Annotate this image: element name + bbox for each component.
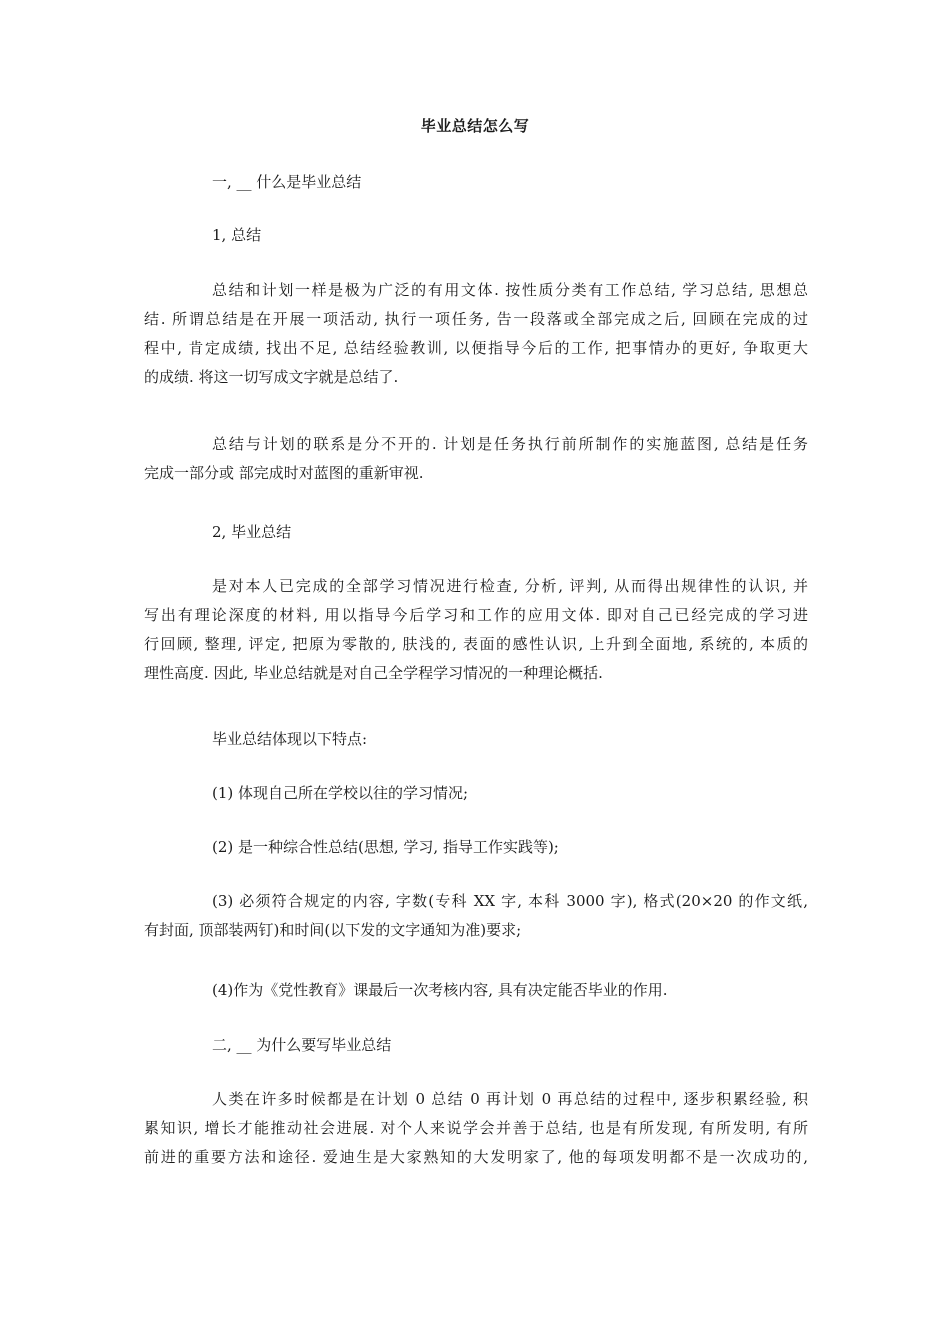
paragraph-line: 完成一部分或 部完成时对蓝图的重新审视. [144,464,424,482]
paragraph-summary-plan-relation [144,430,808,488]
paragraph-line: 程中, 肯定成绩, 找出不足, 总结经验教训, 以便指导今后的工作, 把事情办的更好, 争取更大 [144,339,808,357]
paragraph-line: 写出有理论深度的材料, 用以指导今后学习和工作的应用文体. 即对自己已经完成的学习进 [144,606,808,624]
section-heading-1: 一, __ 什么是毕业总结 [212,173,362,191]
feature-item-4: (4)作为《党性教育》课最后一次考核内容, 具有决定能否毕业的作用. [212,981,668,999]
features-intro: 毕业总结体现以下特点: [212,730,368,748]
paragraph-summary-definition [144,276,808,392]
paragraph-line: 是对本人已完成的全部学习情况进行检查, 分析, 评判, 从而得出规律性的认识, 并 [212,577,808,595]
feature-item-2: (2) 是一种综合性总结(思想, 学习, 指导工作实践等); [212,838,559,856]
paragraph-graduation-summary [144,572,808,688]
subsection-heading-2: 2, 毕业总结 [212,523,292,541]
paragraph-line: 人类在许多时候都是在计划 0 总结 0 再计划 0 再总结的过程中, 逐步积累经验, 积 [212,1090,808,1108]
paragraph-line: (3) 必须符合规定的内容, 字数(专科 XX 字, 本科 3000 字), 格式(20×20 的作文纸, [212,892,808,910]
paragraph-line: 前进的重要方法和途径. 爱迪生是大家熟知的大发明家了, 他的每项发明都不是一次成功的, [144,1148,808,1166]
paragraph-line: 理性高度. 因此, 毕业总结就是对自己全学程学习情况的一种理论概括. [144,664,603,682]
paragraph-line: 累知识, 增长才能推动社会进展. 对个人来说学会并善于总结, 也是有所发现, 有所发明, 有所 [144,1119,808,1137]
section-heading-2: 二, __ 为什么要写毕业总结 [212,1036,392,1054]
subsection-heading-1: 1, 总结 [212,226,262,244]
paragraph-line: 行回顾, 整理, 评定, 把原为零散的, 肤浅的, 表面的感性认识, 上升到全面地, 系统的, 本质的 [144,635,808,653]
paragraph-line: 总结和计划一样是极为广泛的有用文体. 按性质分类有工作总结, 学习总结, 思想总 [212,281,808,299]
feature-item-1: (1) 体现自己所在学校以往的学习情况; [212,784,469,802]
paragraph-line: 有封面, 顶部装两钉)和时间(以下发的文字通知为准)要求; [144,921,522,939]
feature-item-3 [144,887,808,945]
paragraph-line: 总结与计划的联系是分不开的. 计划是任务执行前所制作的实施蓝图, 总结是任务 [212,435,808,453]
document-title: 毕业总结怎么写 [420,117,530,135]
paragraph-line: 结. 所谓总结是在开展一项活动, 执行一项任务, 告一段落或全部完成之后, 回顾在完成的过 [144,310,808,328]
paragraph-why-summarize [144,1085,808,1172]
paragraph-line: 的成绩. 将这一切写成文字就是总结了. [144,368,399,386]
